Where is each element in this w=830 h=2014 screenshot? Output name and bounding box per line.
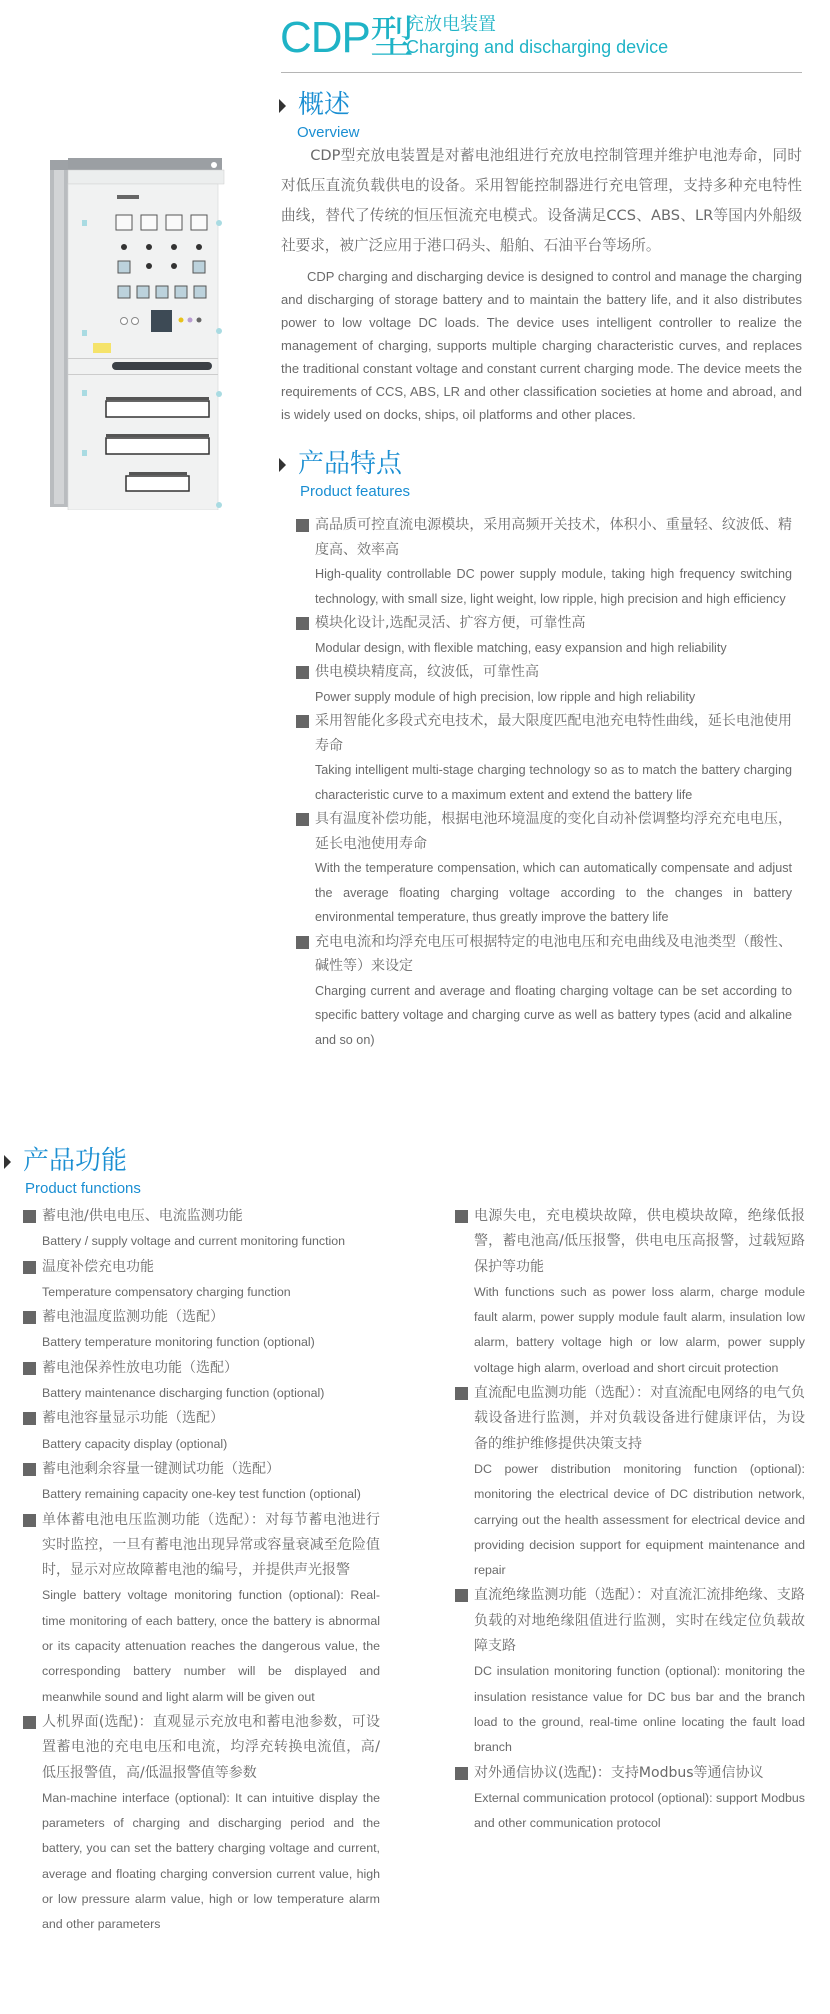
square-bullet-icon [455, 1589, 468, 1602]
section-arrow-icon [4, 1155, 11, 1169]
title-divider [281, 72, 802, 73]
function-text-en: With functions such as power loss alarm, charge module fault alarm, power supply module fault alarm, insulation low alarm, battery voltage high or low alarm, power supply voltage high alarm, overload and short circuit protection [474, 1284, 805, 1375]
function-text-en: Man-machine interface (optional): It can intuitive display the parameters of charging and discharging period and the battery, you can set the battery charging voltage and current, average and floating charging conversion current value, high or low pressure alarm value, high or low temperature alarm and other parameters [42, 1790, 380, 1932]
overview-text-en: CDP charging and discharging device is designed to control and manage the charging and discharging of storage battery and to maintain the battery life, and it also distributes power to low voltage DC loads. The device uses intelligent controller to realize the management of charging, supports multiple charging characteristic curves, and replaces the traditional constant voltage and constant current charging mode. The device meets the requirements of CCS, ABS, LR and other classification societies at home and abroad, and is widely used on docks, ships, oil platforms and other places. [281, 269, 802, 422]
function-item [23, 1406, 380, 1457]
functions-title-en: Product functions [25, 1180, 141, 1197]
feature-item [296, 807, 792, 930]
product-name-cn: 充放电装置 [406, 14, 496, 35]
function-item [23, 1508, 380, 1710]
feature-item [296, 660, 792, 709]
function-item [455, 1761, 805, 1837]
features-title-cn: 产品特点 [298, 449, 403, 479]
function-text-en: Battery remaining capacity one-key test function (optional) [42, 1487, 361, 1502]
function-item [23, 1255, 380, 1306]
model-title: CDP型 [280, 13, 413, 62]
functions-list-left [23, 1204, 380, 1938]
cabinet-product-image [44, 150, 228, 510]
square-bullet-icon [23, 1412, 36, 1425]
feature-item [296, 611, 792, 660]
function-text-cn: 对外通信协议(选配)：支持Modbus等通信协议 [474, 1764, 764, 1781]
function-item [23, 1305, 380, 1356]
function-text-en: Battery maintenance discharging function (optional) [42, 1386, 325, 1401]
functions-list-right [455, 1204, 805, 1836]
square-bullet-icon [455, 1210, 468, 1223]
square-bullet-icon [455, 1387, 468, 1400]
function-item [23, 1204, 380, 1255]
function-text-cn: 直流配电监测功能（选配）：对直流配电网络的电气负载设备进行监测，并对负载设备进行健康评估，为设备的维护维修提供决策支持 [474, 1385, 805, 1452]
function-text-cn: 电源失电，充电模块故障，供电模块故障，绝缘低报警，蓄电池高/低压报警，供电电压高报警，过载短路保护等功能 [474, 1208, 805, 1275]
overview-body [281, 141, 802, 426]
features-title-en: Product features [300, 483, 411, 500]
function-text-en: Battery / supply voltage and current monitoring function [42, 1234, 346, 1249]
function-text-en: External communication protocol (optional): support Modbus and other communication protocol [474, 1790, 805, 1831]
function-item [455, 1204, 805, 1381]
function-text-cn: 直流绝缘监测功能（选配）：对直流汇流排绝缘、支路负载的对地绝缘阻值进行监测，实时在线定位负载故障支路 [474, 1587, 805, 1655]
function-item [23, 1710, 380, 1938]
function-text-cn: 蓄电池/供电电压、电流监测功能 [42, 1208, 243, 1224]
overview-title-en: Overview [297, 124, 360, 141]
section-arrow-icon [279, 99, 286, 113]
function-item [455, 1381, 805, 1583]
overview-title-cn: 概述 [298, 90, 351, 120]
product-name-en: Charging and discharging device [406, 37, 669, 57]
function-text-cn: 蓄电池容量显示功能（选配） [42, 1410, 224, 1427]
function-text-cn: 蓄电池保养性放电功能（选配） [42, 1359, 238, 1376]
square-bullet-icon [23, 1716, 36, 1729]
feature-text-cn: 采用智能化多段式充电技术，最大限度匹配电池充电特性曲线，延长电池使用寿命 [315, 713, 792, 754]
feature-text-en: High-quality controllable DC power supply module, taking high frequency switching technology, with small size, light weight, low ripple, high precision and high efficiency [315, 567, 792, 606]
function-text-cn: 蓄电池温度监测功能（选配） [42, 1309, 224, 1326]
feature-text-cn: 高品质可控直流电源模块，采用高频开关技术，体积小、重量轻、纹波低、精度高、效率高 [315, 517, 792, 558]
feature-text-cn: 具有温度补偿功能，根据电池环境温度的变化自动补偿调整均浮充充电电压，延长电池使用寿命 [315, 811, 792, 852]
function-text-cn: 单体蓄电池电压监测功能（选配）：对每节蓄电池进行实时监控，一旦有蓄电池出现异常或容量衰减至危险值时，显示对应故障蓄电池的编号，并提供声光报警 [42, 1511, 380, 1579]
feature-item [296, 930, 792, 1053]
square-bullet-icon [296, 715, 309, 728]
feature-text-en: Power supply module of high precision, low ripple and high reliability [315, 689, 696, 704]
section-arrow-icon [279, 458, 286, 472]
function-item [23, 1356, 380, 1407]
feature-item [296, 709, 792, 807]
square-bullet-icon [296, 936, 309, 949]
square-bullet-icon [23, 1261, 36, 1274]
function-text-en: Temperature compensatory charging function [42, 1284, 291, 1299]
features-list [296, 513, 792, 1052]
overview-text-cn: CDP型充放电装置是对蓄电池组进行充放电控制管理并维护电池寿命，同时对低压直流负载供电的设备。采用智能控制器进行充电管理，支持多种充电特性曲线，替代了传统的恒压恒流充电模式。设备满足CCS、ABS、LR等国内外船级社要求，被广泛应用于港口码头、船舶、石油平台等场所。 [281, 147, 802, 254]
square-bullet-icon [296, 617, 309, 630]
function-text-en: Single battery voltage monitoring function (optional): Real-time monitoring of each battery, once the battery is abnormal or its capacity attenuation reaches the dangerous value, the corresponding battery number will be displayed and meanwhile sound and light alarm will be given out [42, 1588, 380, 1704]
feature-text-cn: 供电模块精度高，纹波低，可靠性高 [315, 664, 539, 680]
function-text-en: Battery capacity display (optional) [42, 1436, 228, 1451]
square-bullet-icon [296, 519, 309, 532]
function-item [23, 1457, 380, 1508]
feature-text-en: Taking intelligent multi-stage charging technology so as to match the battery charging characteristic curve to a maximum extent and extend the battery life [315, 763, 792, 802]
function-text-en: DC power distribution monitoring function (optional): monitoring the electrical device of DC distribution network, carrying out the health assessment for electrical device and providing decision support for equipment maintenance and repair [474, 1461, 805, 1578]
feature-text-en: Modular design, with flexible matching, easy expansion and high reliability [315, 640, 727, 655]
feature-text-cn: 模块化设计,选配灵活、扩容方便，可靠性高 [315, 615, 586, 631]
square-bullet-icon [455, 1767, 468, 1780]
function-text-cn: 温度补偿充电功能 [42, 1258, 154, 1275]
square-bullet-icon [23, 1362, 36, 1375]
feature-text-cn: 充电电流和均浮充电压可根据特定的电池电压和充电曲线及电池类型（酸性、碱性等）来设定 [315, 933, 792, 974]
square-bullet-icon [23, 1210, 36, 1223]
square-bullet-icon [23, 1311, 36, 1324]
feature-text-en: Charging current and average and floating charging voltage can be set according to specific battery voltage and charging curve as well as battery types (acid and alkaline and so on) [315, 983, 792, 1047]
feature-item [296, 513, 792, 611]
function-text-en: Battery temperature monitoring function (optional) [42, 1335, 315, 1350]
square-bullet-icon [296, 813, 309, 826]
function-text-en: DC insulation monitoring function (optional): monitoring the insulation resistance value for DC bus bar and the branch load to the ground, real-time online locating the fault load branch [474, 1664, 805, 1755]
function-text-cn: 人机界面(选配)：直观显示充放电和蓄电池参数，可设置蓄电池的充电电压和电流，均浮充转换电流值，高/低压报警值，高/低温报警值等参数 [42, 1713, 380, 1781]
functions-title-cn: 产品功能 [23, 1146, 128, 1176]
function-text-cn: 蓄电池剩余容量一键测试功能（选配） [42, 1460, 280, 1477]
function-item [455, 1583, 805, 1760]
feature-text-en: With the temperature compensation, which can automatically compensate and adjust the average floating charging voltage according to the changes in battery environmental temperature, thus greatly improve the battery life [315, 861, 792, 924]
square-bullet-icon [23, 1463, 36, 1476]
square-bullet-icon [23, 1514, 36, 1527]
square-bullet-icon [296, 666, 309, 679]
